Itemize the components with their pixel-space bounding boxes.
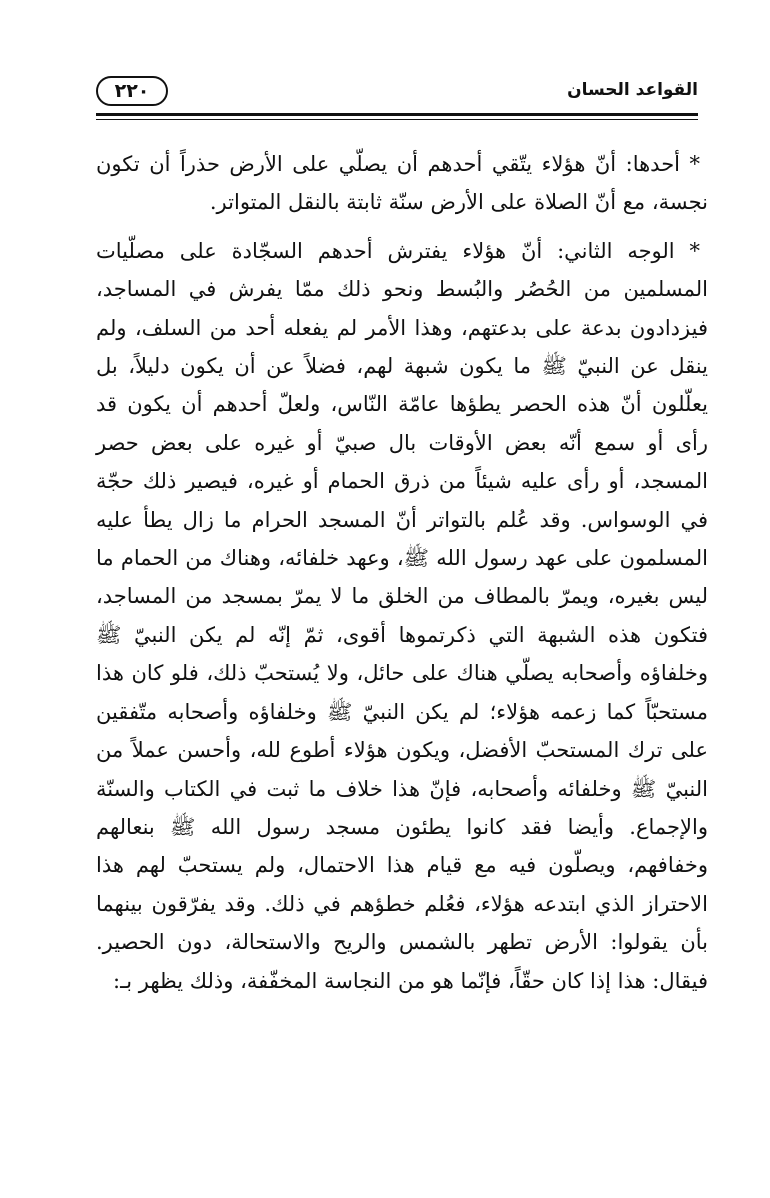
paragraph-first-aspect: * أحدها: أنّ هؤلاء يتّقي أحدهم أن يصلّي على الأرض حذراً أن تكون نجسة، مع أنّ الصلاة على الأرض سنّة ثابتة بالنقل المتواتر. (96, 152, 708, 215)
running-title: القواعد الحسان (567, 80, 698, 100)
page-header (96, 76, 698, 114)
header-rule-thin (96, 119, 698, 120)
page-body (96, 145, 708, 1000)
header-rule-thick (96, 113, 698, 116)
paragraph-second-aspect: * الوجه الثاني: أنّ هؤلاء يفترش أحدهم السجّادة على مصلّيات المسلمين من الحُصُر والبُسط ونحو ذلك ممّا يفرش في المساجد، فيزدادون بدعة على بدعتهم، وهذا الأمر لم يفعله أحد من السلف، ولم ينقل عن النبيّ ﷺ ما يكون شبهة لهم، فضلاً عن أن يكون دليلاً، بل يعلّلون أنّ هذه الحصر يطؤها عامّة النّاس، ولعلّ أحدهم أن يكون قد رأى أو سمع أنّه بعض الأوقات بال صبيّ أو غيره على بعض حصر المسجد، أو رأى عليه شيئاً من ذرق الحمام أو غيره، فيصير ذلك حجّة في الوسواس. وقد عُلم بالتواتر أنّ المسجد الحرام ما زال يطأ عليه المسلمون على عهد رسول الله ﷺ، وعهد خلفائه، وهناك من الحمام ما ليس بغيره، ويمرّ بالمطاف من الخلق ما لا يمرّ بمسجد من المساجد، فتكون هذه الشبهة التي ذكرتموها أقوى، ثمّ إنّه لم يكن النبيّ ﷺ وخلفاؤه وأصحابه يصلّي هناك على حائل، ولا يُستحبّ ذلك، فلو كان هذا مستحبّاً كما زعمه هؤلاء؛ لم يكن النبيّ ﷺ وخلفاؤه وأصحابه متّفقين على ترك المستحبّ الأفضل، ويكون هؤلاء أطوع لله، وأحسن عملاً من النبيّ ﷺ وخلفائه وأصحابه، فإنّ هذا خلاف ما ثبت في الكتاب والسنّة والإجماع. وأيضا فقد كانوا يطئون مسجد رسول الله ﷺ بنعالهم وخفافهم، ويصلّون فيه مع قيام هذا الاحتمال، ولم يستحبّ لهم هذا الاحتراز الذي ابتدعه هؤلاء، فعُلم خطؤهم في ذلك. وقد يفرّقون بينهما بأن يقولوا: الأرض تطهر بالشمس والريح والاستحالة، دون الحصير. فيقال: هذا إذا كان حقّاً، فإنّما هو من النجاسة المخفّفة، وذلك يظهر بـ: (96, 238, 708, 993)
page-number: ٢٢٠ (96, 76, 168, 106)
